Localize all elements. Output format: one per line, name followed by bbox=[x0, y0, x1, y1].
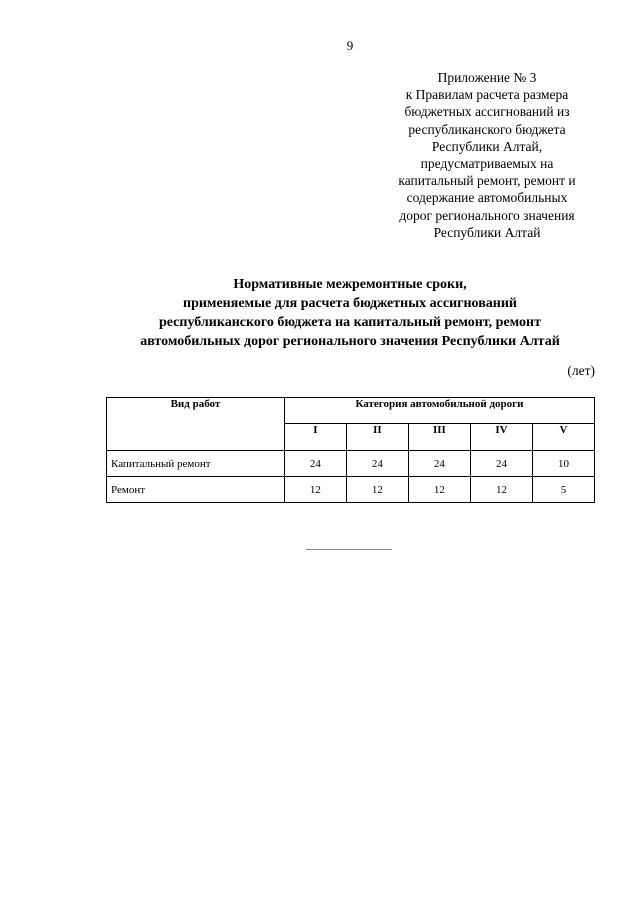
title-line: Нормативные межремонтные сроки, bbox=[233, 277, 467, 292]
appendix-line: Республики Алтай bbox=[433, 224, 541, 240]
table-row bbox=[107, 451, 595, 477]
work-type-header: Вид работ bbox=[107, 398, 285, 451]
value-cell: 24 bbox=[408, 451, 470, 477]
category-col-header: V bbox=[532, 424, 594, 451]
appendix-line: дорог регионального значения bbox=[399, 207, 575, 223]
appendix-line: содержание автомобильных bbox=[406, 190, 568, 206]
value-cell: 12 bbox=[408, 477, 470, 503]
category-col-header: I bbox=[284, 424, 346, 451]
norms-table bbox=[106, 397, 595, 503]
value-cell: 24 bbox=[346, 451, 408, 477]
footer-divider bbox=[306, 549, 392, 550]
category-col-header: II bbox=[346, 424, 408, 451]
appendix-line: предусматриваемых на bbox=[420, 156, 554, 172]
value-cell: 12 bbox=[470, 477, 532, 503]
category-col-header: III bbox=[408, 424, 470, 451]
appendix-line: капитальный ремонт, ремонт и bbox=[398, 173, 576, 189]
category-col-header: IV bbox=[470, 424, 532, 451]
value-cell: 12 bbox=[346, 477, 408, 503]
title-line: автомобильных дорог регионального значения Республики Алтай bbox=[140, 334, 560, 349]
document-title bbox=[110, 275, 590, 351]
value-cell: 24 bbox=[470, 451, 532, 477]
appendix-line: Приложение № 3 bbox=[437, 70, 537, 85]
appendix-line: бюджетных ассигнований из bbox=[404, 104, 570, 120]
title-line: применяемые для расчета бюджетных ассигнований bbox=[183, 296, 517, 311]
title-line: республиканского бюджета на капитальный ремонт, ремонт bbox=[159, 315, 541, 330]
category-header: Категория автомобильной дороги bbox=[284, 398, 594, 424]
value-cell: 12 bbox=[284, 477, 346, 503]
units-label: (лет) bbox=[567, 363, 595, 378]
page-number: 9 bbox=[346, 38, 354, 53]
work-type-cell: Ремонт bbox=[107, 477, 285, 503]
table-row bbox=[107, 477, 595, 503]
appendix-line: к Правилам расчета размера bbox=[405, 87, 569, 103]
work-type-cell: Капитальный ремонт bbox=[107, 451, 285, 477]
value-cell: 10 bbox=[532, 451, 594, 477]
appendix-line: республиканского бюджета bbox=[408, 121, 566, 137]
appendix-block bbox=[382, 69, 592, 241]
appendix-line: Республики Алтай, bbox=[431, 138, 543, 154]
value-cell: 24 bbox=[284, 451, 346, 477]
value-cell: 5 bbox=[532, 477, 594, 503]
